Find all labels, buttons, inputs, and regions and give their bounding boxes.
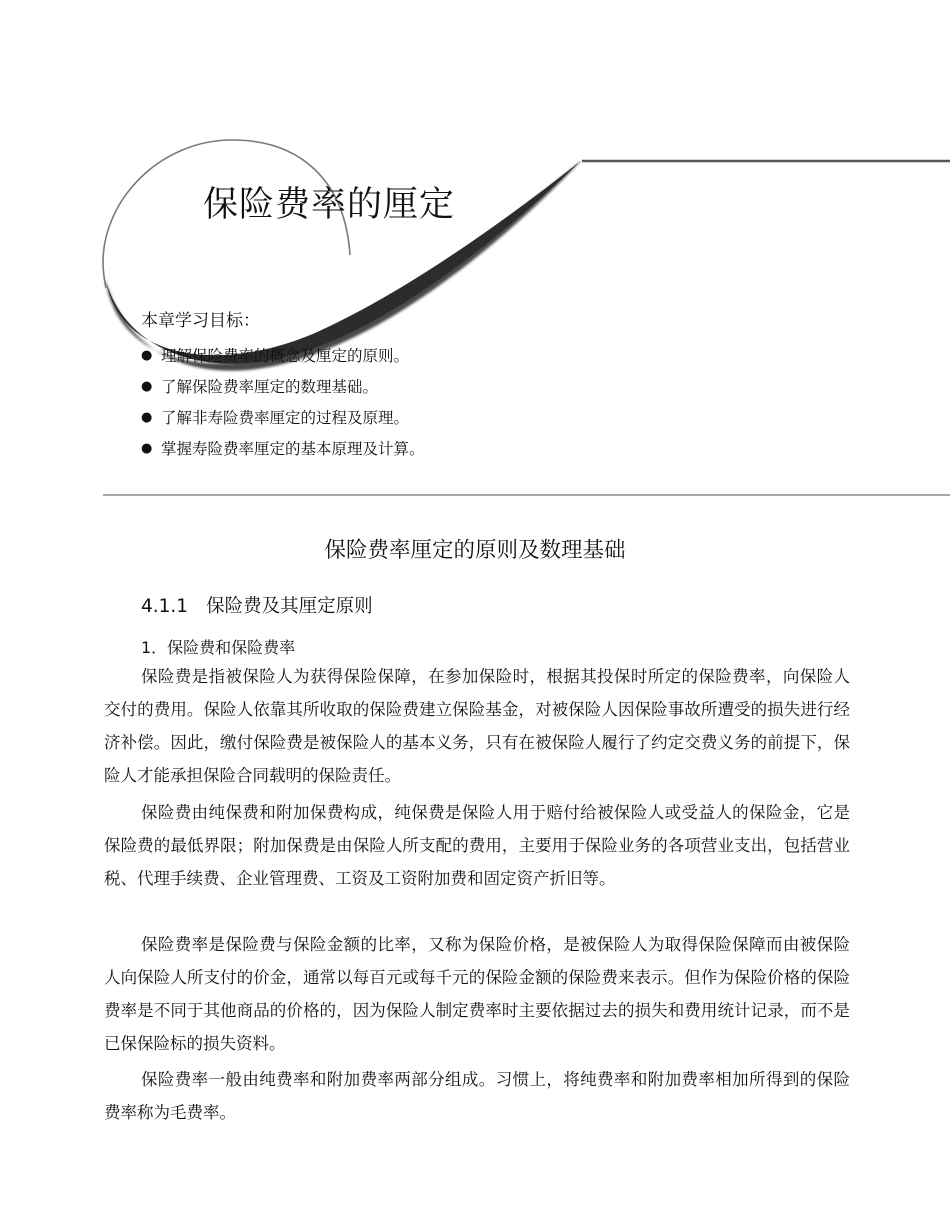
bullet-icon: ● — [141, 441, 153, 456]
objective-item — [141, 375, 425, 406]
section-title: 保险费率厘定的原则及数理基础 — [324, 538, 626, 563]
subheading: 1．保险费和保险费率 — [141, 638, 296, 657]
body-paragraph: 保险费率是保险费与保险金额的比率，又称为保险价格，是被保险人为取得保险保障而由被保险人向保险人所支付的价金，通常以每百元或每千元的保险金额的保险费来表示。但作为保险价格的保险费率是不同于其他商品的价格的，因为保险人制定费率时主要依据过去的损失和费用统计记录，而不是已保保险标的损失资料。 — [104, 935, 850, 1053]
objective-text: 理解保险费率的概念及厘定的原则。 — [161, 347, 410, 365]
objective-item — [141, 406, 425, 437]
objectives-list — [141, 344, 425, 468]
body-paragraph: 保险费是指被保险人为获得保险保障，在参加保险时，根据其投保时所定的保险费率，向保险人交付的费用。保险人依靠其所收取的保险费建立保险基金，对被保险人因保险事故所遭受的损失进行经济补偿。因此，缴付保险费是被保险人的基本义务，只有在被保险人履行了约定交费义务的前提下，保险人才能承担保险合同载明的保险责任。 — [104, 667, 850, 785]
objective-text: 掌握寿险费率厘定的基本原理及计算。 — [161, 440, 425, 458]
subsection-number: 4.1.1 — [141, 596, 189, 617]
subsection-title: 保险费及其厘定原则 — [206, 596, 373, 617]
section-divider — [103, 494, 950, 496]
subsection-heading — [141, 593, 373, 621]
bullet-icon: ● — [141, 410, 153, 425]
objectives-heading: 本章学习目标： — [141, 311, 260, 331]
bullet-icon: ● — [141, 379, 153, 394]
bullet-icon: ● — [141, 348, 153, 363]
objective-item — [141, 437, 425, 468]
objective-text: 了解非寿险费率厘定的过程及原理。 — [161, 409, 410, 427]
body-paragraph: 保险费率一般由纯费率和附加费率两部分组成。习惯上，将纯费率和附加费率相加所得到的保险费率称为毛费率。 — [104, 1070, 850, 1122]
objective-item — [141, 344, 425, 375]
objective-text: 了解保险费率厘定的数理基础。 — [161, 378, 379, 396]
chapter-title: 保险费率的厘定 — [203, 185, 456, 225]
body-paragraph: 保险费由纯保费和附加保费构成，纯保费是保险人用于赔付给被保险人或受益人的保险金，它是保险费的最低界限；附加保费是由保险人所支配的费用，主要用于保险业务的各项营业支出，包括营业税、代理手续费、企业管理费、工资及工资附加费和固定资产折旧等。 — [104, 803, 850, 888]
